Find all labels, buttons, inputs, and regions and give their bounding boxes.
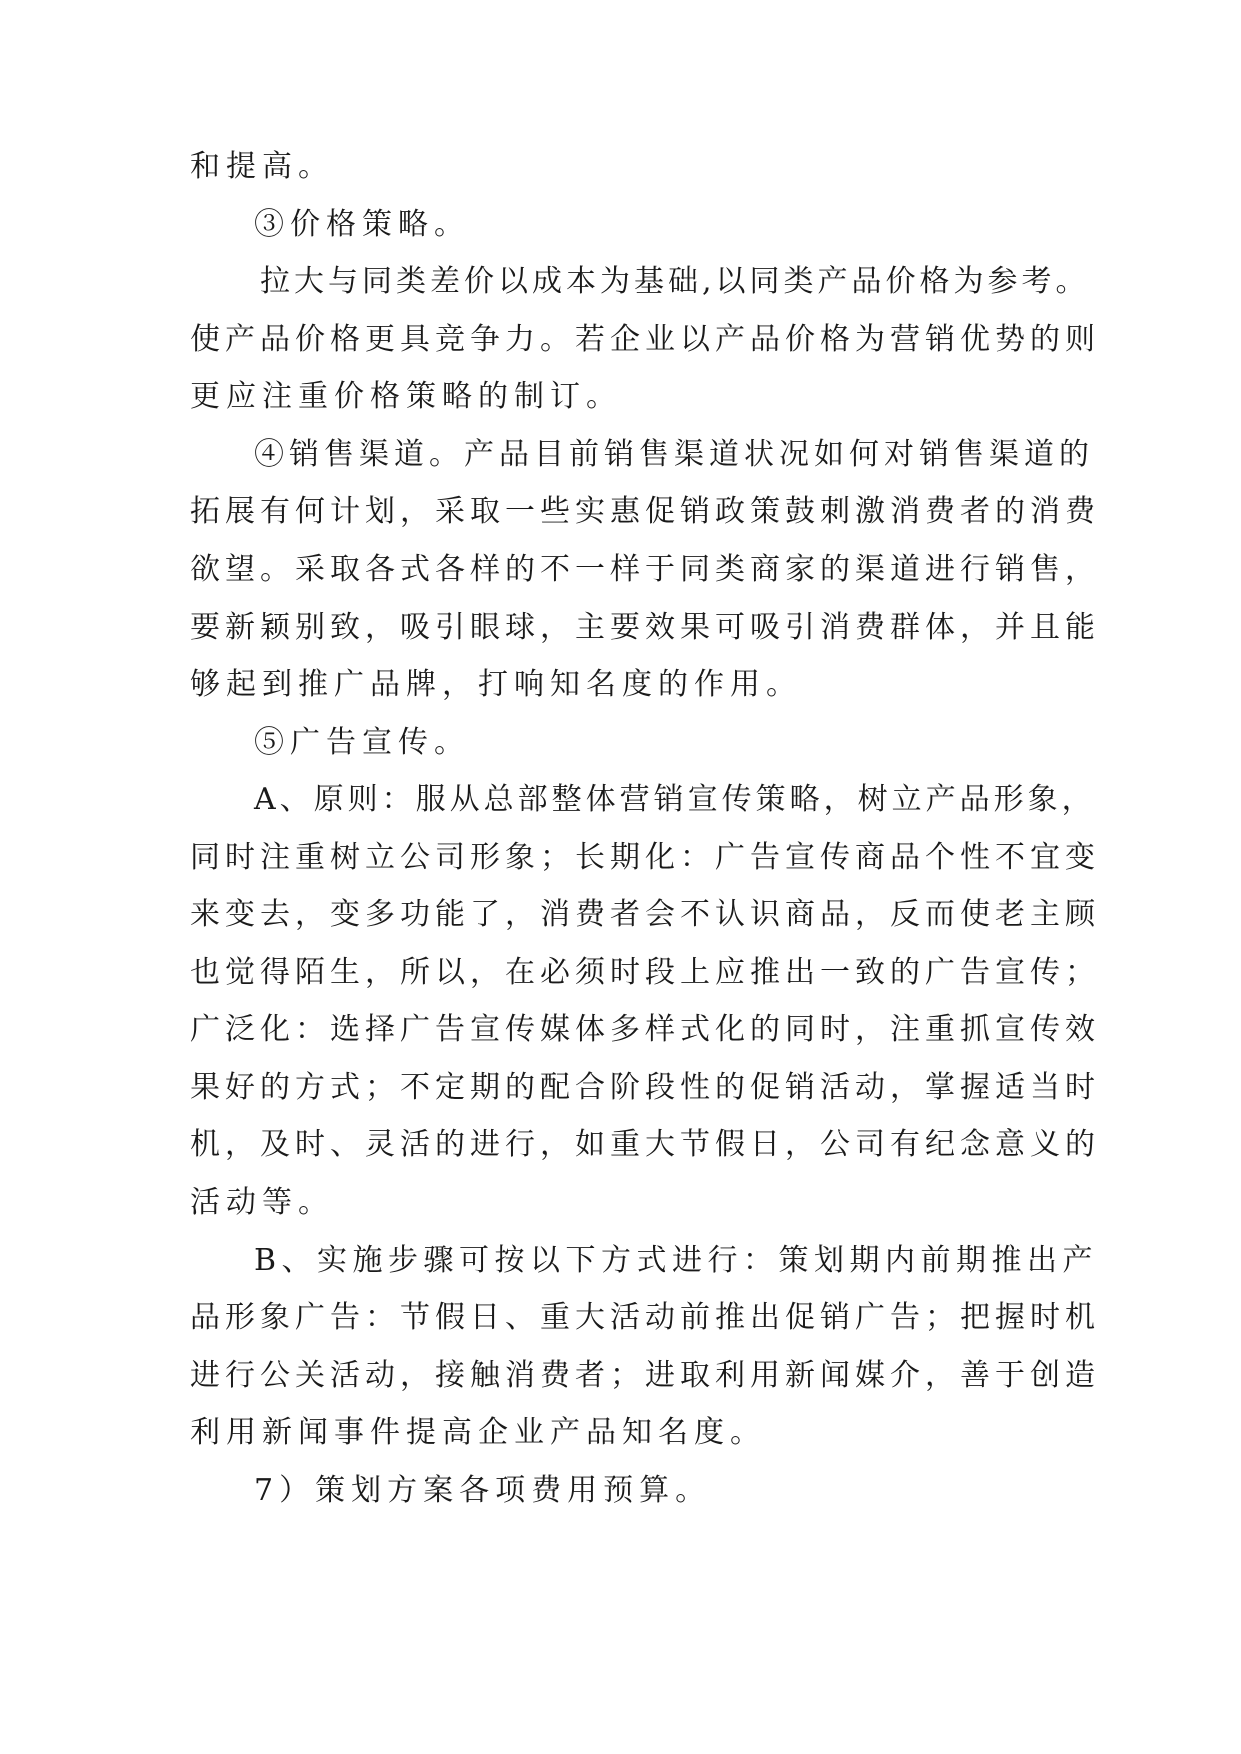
text-line-22: 进行公关活动，接触消费者；进取利用新闻媒介，善于创造 xyxy=(190,1358,1100,1393)
text-line-3: 拉大与同类差价以成本为基础,以同类产品价格为参考。 xyxy=(260,264,1090,299)
text-line-20: B、实施步骤可按以下方式进行：策划期内前期推出产 xyxy=(254,1243,1099,1278)
text-line-15: 也觉得陌生，所以，在必须时段上应推出一致的广告宣传； xyxy=(190,955,1100,990)
text-line-24: 7）策划方案各项费用预算。 xyxy=(254,1473,712,1508)
text-line-11: ⑤广告宣传。 xyxy=(254,725,470,760)
text-line-7: 拓展有何计划，采取一些实惠促销政策鼓刺激消费者的消费 xyxy=(190,494,1100,529)
text-line-21: 品形象广告：节假日、重大活动前推出促销广告；把握时机 xyxy=(190,1300,1100,1335)
text-line-23: 利用新闻事件提高企业产品知名度。 xyxy=(190,1415,766,1450)
text-line-4: 使产品价格更具竞争力。若企业以产品价格为营销优势的则 xyxy=(190,322,1100,357)
text-line-17: 果好的方式；不定期的配合阶段性的促销活动，掌握适当时 xyxy=(190,1070,1100,1105)
text-line-8: 欲望。采取各式各样的不一样于同类商家的渠道进行销售， xyxy=(190,552,1100,587)
text-line-2: ③价格策略。 xyxy=(254,207,470,242)
text-line-10: 够起到推广品牌，打响知名度的作用。 xyxy=(190,667,802,702)
text-line-16: 广泛化：选择广告宣传媒体多样式化的同时，注重抓宣传效 xyxy=(190,1012,1100,1047)
text-line-14: 来变去，变多功能了，消费者会不认识商品，反而使老主顾 xyxy=(190,897,1100,932)
text-line-18: 机，及时、灵活的进行，如重大节假日，公司有纪念意义的 xyxy=(190,1127,1100,1162)
text-line-19: 活动等。 xyxy=(190,1185,334,1220)
text-line-1: 和提高。 xyxy=(190,149,334,184)
text-line-6: ④销售渠道。产品目前销售渠道状况如何对销售渠道的 xyxy=(254,437,1094,472)
text-line-12: A、原则：服从总部整体营销宣传策略，树立产品形象， xyxy=(254,782,1096,817)
text-line-9: 要新颖别致，吸引眼球，主要效果可吸引消费群体，并且能 xyxy=(190,610,1100,645)
text-line-13: 同时注重树立公司形象；长期化：广告宣传商品个性不宜变 xyxy=(190,840,1100,875)
text-line-5: 更应注重价格策略的制订。 xyxy=(190,379,622,414)
